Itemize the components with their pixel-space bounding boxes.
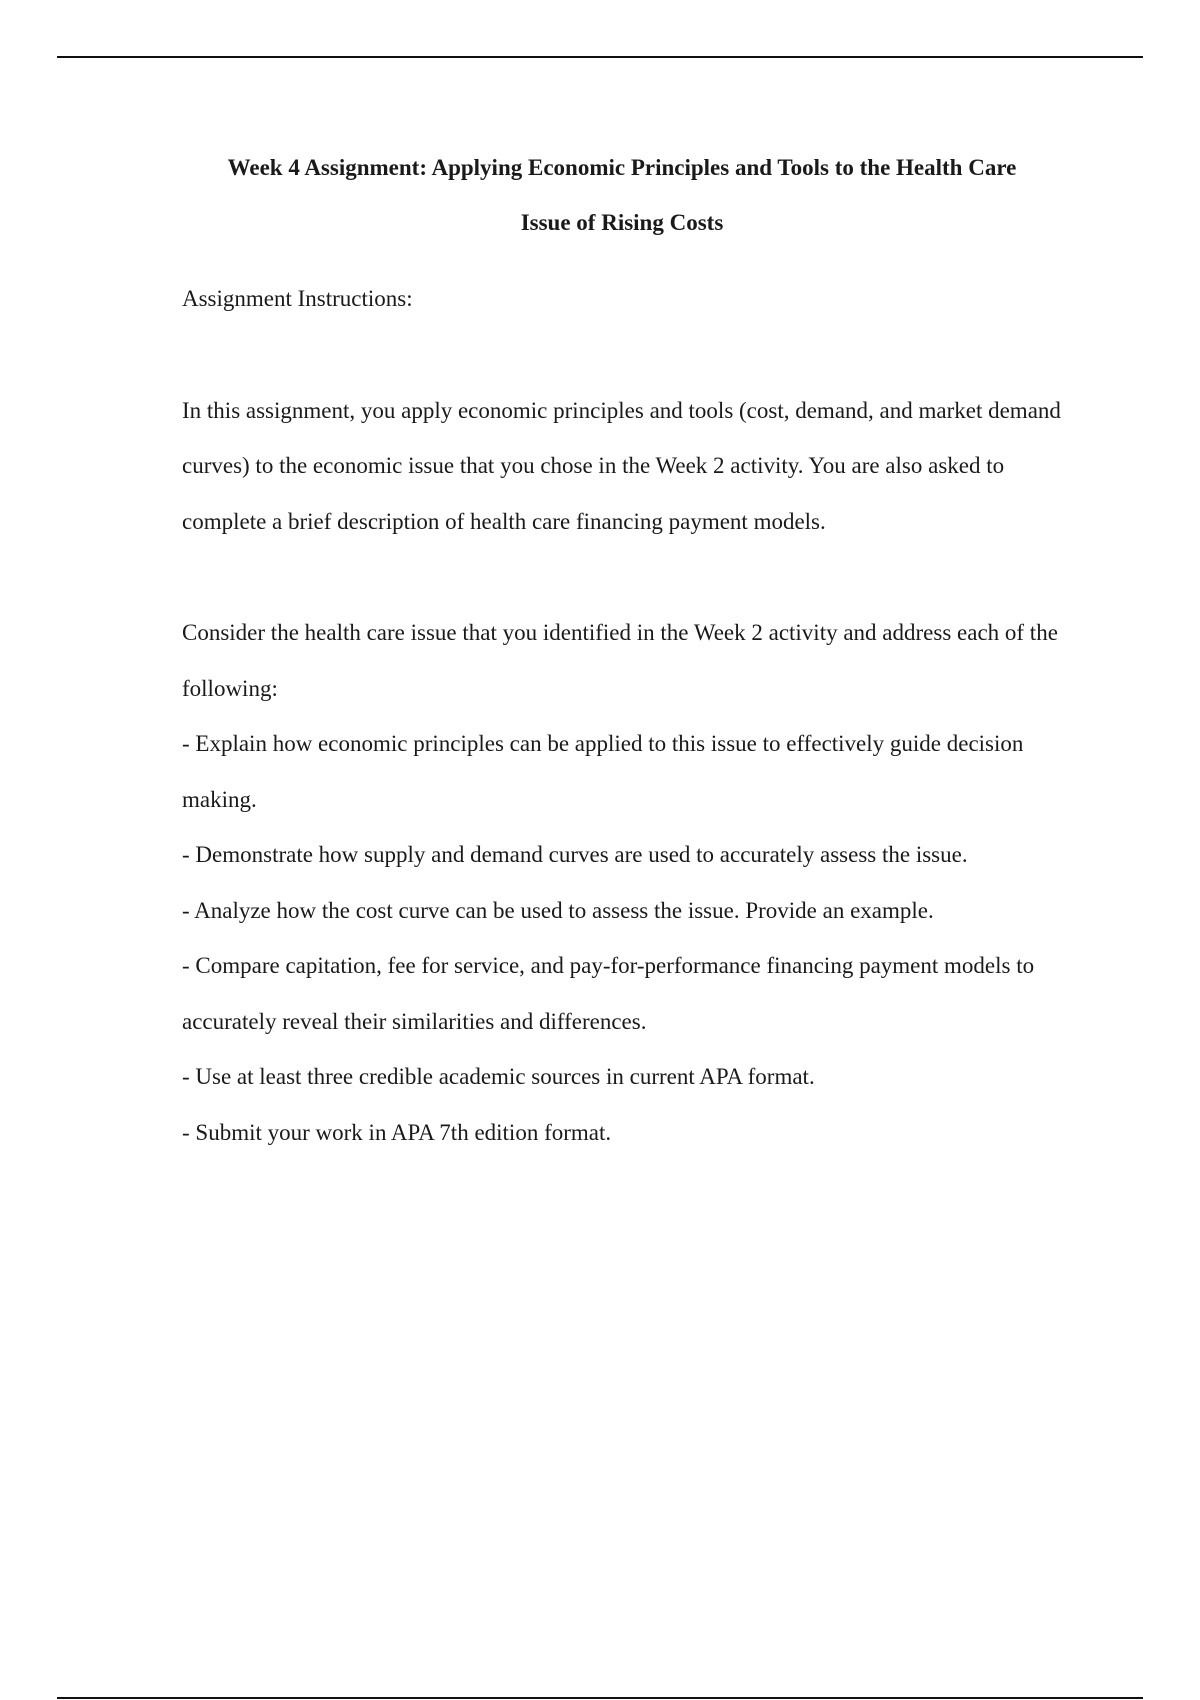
title-line-1: Week 4 Assignment: Applying Economic Principles and Tools to the Health Care [227,155,1017,180]
list-item: - Use at least three credible academic sources in current APA format. [182,1064,815,1089]
footer-rule [57,1697,1143,1699]
list-item: - Demonstrate how supply and demand curves are used to accurately assess the issue. [182,842,968,867]
intro-paragraph: In this assignment, you apply economic principles and tools (cost, demand, and market demand curves) to the economic issue that you chose in the Week 2 activity. You are also asked to complete a brief description of health care financing payment models. [182,397,1061,534]
list-item: - Explain how economic principles can be applied to this issue to effectively guide decision making. [182,731,1024,812]
spacer [182,327,1062,383]
consider-paragraph: Consider the health care issue that you identified in the Week 2 activity and address each of the following: [182,620,1058,701]
list-item: - Analyze how the cost curve can be used to assess the issue. Provide an example. [182,897,934,923]
list-item: - Compare capitation, fee for service, and pay-for-performance financing payment models to accurately reveal their similarities and differences. [182,953,1035,1034]
list-item: - Submit your work in APA 7th edition format. [182,1119,612,1145]
document-body [182,140,1062,1160]
requirements-list [182,716,1062,1160]
document-title [170,140,1074,250]
header-rule [57,56,1143,58]
title-line-2: Issue of Rising Costs [520,210,724,235]
spacer [182,549,1062,605]
instructions-label: Assignment Instructions: [182,286,413,311]
